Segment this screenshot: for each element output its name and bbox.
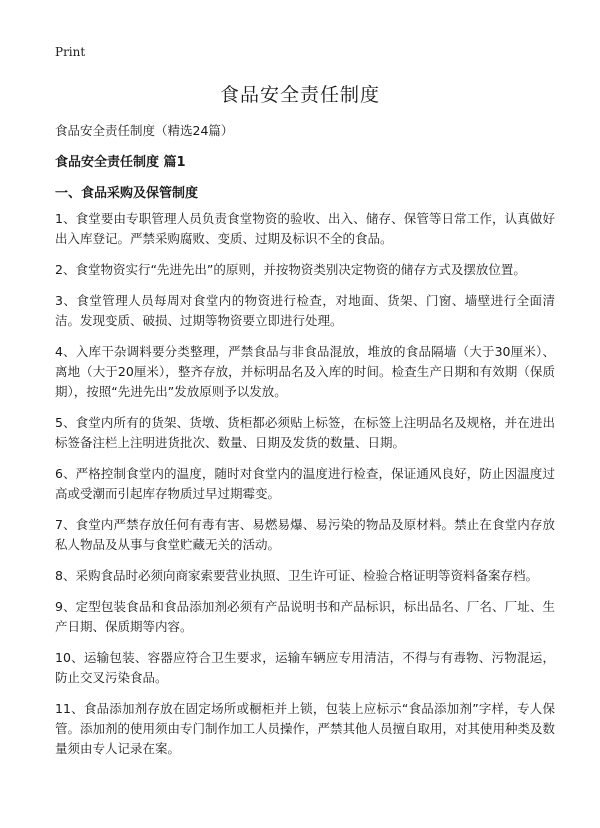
subsection-title: 一、食品采购及保管制度: [55, 186, 199, 201]
list-item: 8、采购食品时必须向商家索要营业执照、卫生许可证、检验合格证明等资料备案存档。: [55, 568, 538, 583]
list-item: 9、定型包装食品和食品添加剂必须有产品说明书和产品标识，标出品名、厂名、厂址、生产日期、保质期等内容。: [55, 599, 555, 634]
page-title: 食品安全责任制度: [219, 84, 380, 106]
list-item: 3、食堂管理人员每周对食堂内的物资进行检查，对地面、货架、门窗、墙壁进行全面清洁。发现变质、破损、过期等物资要立即进行处理。: [55, 293, 555, 328]
print-link[interactable]: Print: [55, 45, 86, 59]
list-item: 7、食堂内严禁存放任何有毒有害、易燃易爆、易污染的物品及原材料。禁止在食堂内存放私人物品及从事与食堂贮藏无关的活动。: [55, 517, 555, 552]
section-title: 食品安全责任制度 篇1: [55, 155, 186, 170]
rules-list: [55, 209, 555, 770]
list-item: 4、入库干杂调料要分类整理，严禁食品与非食品混放，堆放的食品隔墙（大于30厘米）、离地（大于20厘米），整齐存放，并标明品名及入库的时间。检查生产日期和有效期（保质期），按照“先进先出”发放原则予以发放。: [55, 344, 555, 399]
list-item: 11、食品添加剂存放在固定场所或橱柜并上锁，包装上应标示“食品添加剂”字样，专人保管。添加剂的使用须由专门制作加工人员操作，严禁其他人员擅自取用，对其使用种类及数量须由专人记录在案。: [55, 701, 556, 756]
list-item: 5、食堂内所有的货架、货墩、货柜都必须贴上标签，在标签上注明品名及规格，并在进出标签备注栏上注明进货批次、数量、日期及发货的数量、日期。: [55, 415, 555, 450]
list-item: 1、食堂要由专职管理人员负责食堂物资的验收、出入、储存、保管等日常工作，认真做好出入库登记。严禁采购腐败、变质、过期及标识不全的食品。: [55, 211, 555, 246]
list-item: 6、严格控制食堂内的温度，随时对食堂内的温度进行检查，保证通风良好，防止因温度过高或受潮而引起库存物质过早过期霉变。: [55, 466, 555, 501]
list-item: 10、运输包装、容器应符合卫生要求，运输车辆应专用清洁，不得与有毒物、污物混运，防止交叉污染食品。: [55, 650, 555, 685]
list-item: 2、食堂物资实行“先进先出”的原则，并按物资类别决定物资的储存方式及摆放位置。: [55, 262, 526, 277]
document-subtitle: 食品安全责任制度（精选24篇）: [55, 123, 234, 138]
